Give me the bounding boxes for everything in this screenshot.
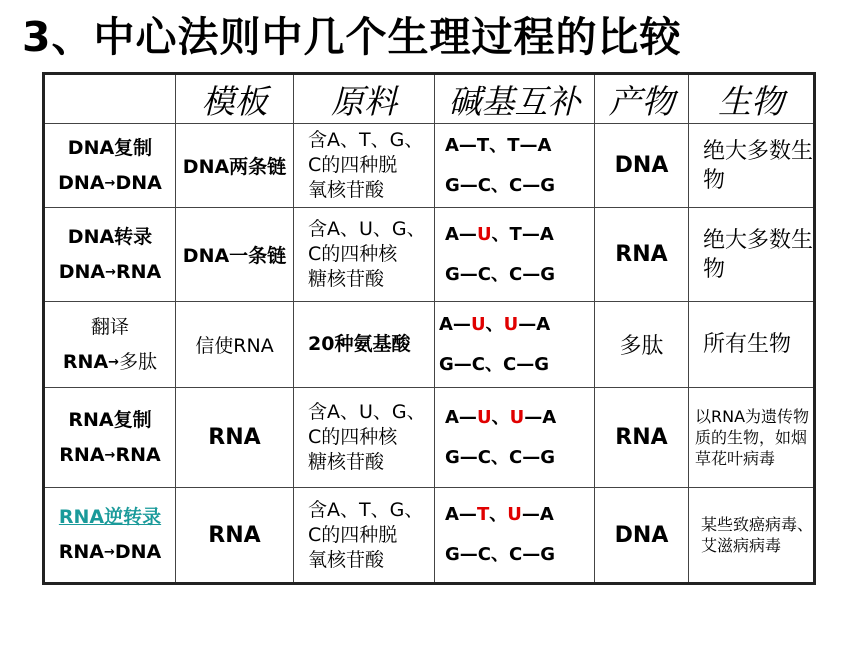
product-cell: DNA	[595, 124, 689, 208]
pairing-line-1: A—U、U—A	[445, 406, 557, 428]
pairing-line-1: A—T、T—A	[445, 134, 552, 156]
organism-cell: 以RNA为遗传物质的生物，如烟草花叶病毒	[689, 388, 815, 488]
process-flow: DNA→DNA	[58, 171, 162, 194]
header-cell-blank	[44, 74, 176, 124]
pairing-line-2: G—C、C—G	[445, 263, 555, 285]
base-pairing-cell	[435, 124, 595, 208]
product-cell: DNA	[595, 488, 689, 584]
arrow-icon: →	[104, 447, 116, 463]
process-name: RNA复制	[68, 408, 152, 431]
organism-cell: 所有生物	[689, 302, 815, 388]
material-cell: 含A、T、G、 C的四种脱 氧核苷酸	[294, 488, 435, 584]
arrow-icon: →	[108, 354, 120, 370]
pairing-line-1: A—T、U—A	[445, 504, 554, 525]
header-product: 产物	[595, 74, 689, 124]
process-cell	[44, 302, 176, 388]
material-cell: 含A、T、G、 C的四种脱 氧核苷酸	[294, 124, 435, 208]
organism-cell: 某些致癌病毒、艾滋病病毒	[689, 488, 815, 584]
template-cell: DNA一条链	[176, 208, 294, 302]
arrow-icon: →	[104, 175, 116, 191]
base-pairing-cell	[435, 388, 595, 488]
table-row	[44, 488, 815, 584]
material-cell: 含A、U、G、 C的四种核 糖核苷酸	[294, 388, 435, 488]
process-name-link[interactable]: RNA逆转录	[58, 506, 162, 528]
table-row	[44, 124, 815, 208]
table-row	[44, 302, 815, 388]
pairing-line-2: G—C、C—G	[439, 353, 549, 375]
template-cell: DNA两条链	[176, 124, 294, 208]
process-name: DNA转录	[67, 225, 153, 248]
template-cell: RNA	[176, 488, 294, 584]
process-flow: RNA→多肽	[62, 350, 158, 373]
header-organism: 生物	[689, 74, 815, 124]
pairing-line-2: G—C、C—G	[445, 544, 555, 565]
product-cell: RNA	[595, 208, 689, 302]
template-cell: RNA	[176, 388, 294, 488]
organism-cell: 绝大多数生物	[689, 208, 815, 302]
process-cell	[44, 388, 176, 488]
header-base-pairing: 碱基互补	[435, 74, 595, 124]
comparison-table	[42, 72, 816, 585]
table-row	[44, 388, 815, 488]
base-pairing-cell	[435, 488, 595, 584]
template-cell: 信使RNA	[176, 302, 294, 388]
product-cell: 多肽	[595, 302, 689, 388]
pairing-line-1: A—U、T—A	[445, 223, 554, 245]
header-row	[44, 74, 815, 124]
pairing-line-1: A—U、U—A	[439, 313, 551, 335]
process-flow: RNA→DNA	[58, 541, 162, 563]
process-flow: RNA→RNA	[59, 443, 161, 466]
arrow-icon: →	[105, 264, 117, 280]
process-cell	[44, 124, 176, 208]
base-pairing-cell	[435, 208, 595, 302]
process-cell	[44, 488, 176, 584]
product-cell: RNA	[595, 388, 689, 488]
arrow-icon: →	[103, 545, 115, 560]
process-name: DNA复制	[67, 136, 153, 159]
table-row	[44, 208, 815, 302]
material-cell: 含A、U、G、 C的四种核 糖核苷酸	[294, 208, 435, 302]
header-template: 模板	[176, 74, 294, 124]
pairing-line-2: G—C、C—G	[445, 174, 555, 196]
header-material: 原料	[294, 74, 435, 124]
process-flow: DNA→RNA	[58, 260, 162, 283]
pairing-line-2: G—C、C—G	[445, 446, 555, 468]
base-pairing-cell	[435, 302, 595, 388]
material-cell: 20种氨基酸	[294, 302, 435, 388]
process-cell	[44, 208, 176, 302]
page-title: 3、中心法则中几个生理过程的比较	[22, 13, 682, 61]
process-name: 翻译	[90, 315, 129, 338]
organism-cell: 绝大多数生物	[689, 124, 815, 208]
